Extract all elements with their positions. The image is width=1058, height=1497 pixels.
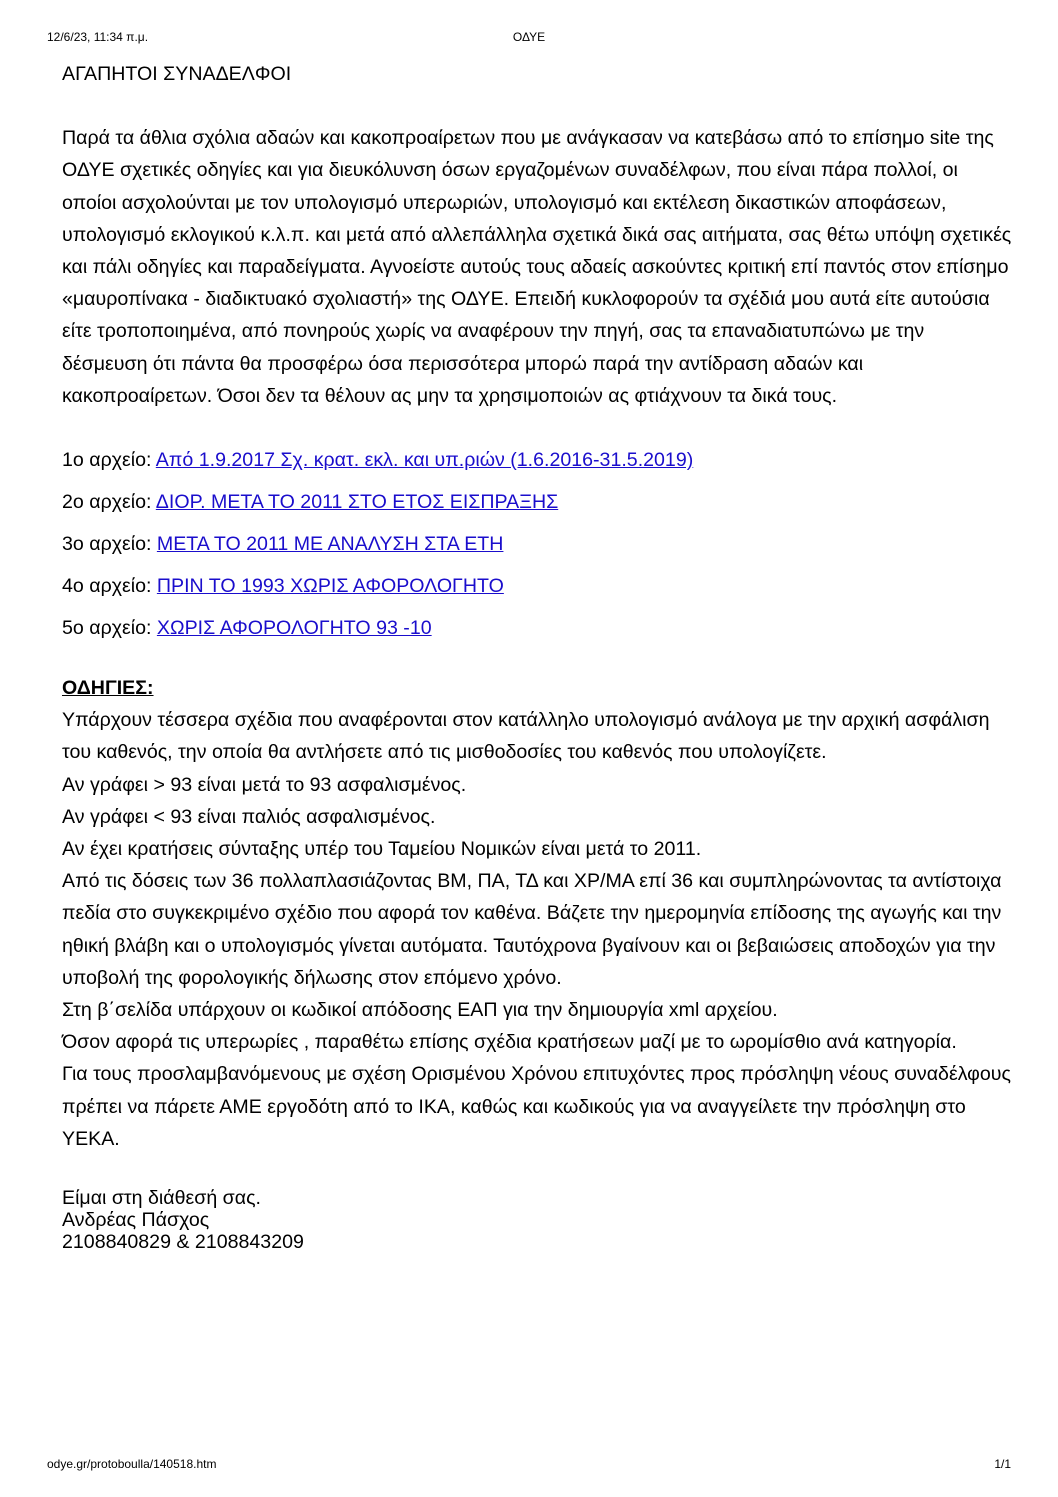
file-item [62, 570, 1012, 602]
file-item [62, 444, 1012, 476]
file-link[interactable]: Από 1.9.2017 Σχ. κρατ. εκλ. και υπ.ριών (1.6.2016-31.5.2019) [155, 449, 694, 472]
intro-paragraph: Παρά τα άθλια σχόλια αδαών και κακοπροαίρετων που με ανάγκασαν να κατεβάσω από το επίσημο site της ΟΔΥΕ σχετικές οδηγίες και για διευκόλυνση όσων εργαζομένων συναδέλφων, που είναι πάρα πολλοί, οι οποίοι ασχολούνται με τον υπολογισμό υπερωριών, υπολογισμό και εκτέλεση δικαστικών αποφάσεων, υπολογισμό εκλογικού κ.λ.π. και μετά από αλλεπάλληλα σχετικά δικά σας αιτήματα, σας θέτω υπόψη σχετικές και πάλι οδηγίες και παραδείγματα. Αγνοείστε αυτούς τους αδαείς ασκούντες κριτική επί παντός στον επίσημο «μαυροπίνακα - διαδικτυακό σχολιαστή» της ΟΔΥΕ. Επειδή κυκλοφορούν τα σχέδιά μου αυτά είτε αυτούσια είτε τροποποιημένα, από πονηρούς χωρίς να αναφέρουν την πηγή, σας τα επαναδιατυπώνω με την δέσμευση ότι πάντα θα προσφέρω όσα περισσότερα μπορώ παρά την αντίδραση αδαών και κακοπροαίρετων. Όσοι δεν τα θέλουν ας μην τα χρησιμοποιών ας φτιάχνουν τα δικά τους. [62, 127, 1012, 407]
instructions-paragraph: Αν έχει κρατήσεις σύνταξης υπέρ του Ταμείου Νομικών είναι μετά το 2011. [62, 838, 702, 861]
instructions-paragraph: Για τους προσλαμβανόμενους με σχέση Ορισμένου Χρόνου επιτυχόντες προς πρόσληψη νέους συναδέλφους πρέπει να πάρετε ΑΜΕ εργοδότη από το ΙΚΑ, καθώς και κωδικούς για να αναγγείλετε την πρόσληψη στο ΥΕΚΑ. [62, 1063, 1011, 1150]
file-link[interactable]: ΠΡΙΝ ΤΟ 1993 ΧΩΡΙΣ ΑΦΟΡΟΛΟΓΗΤΟ [156, 575, 504, 598]
file-label: 1ο αρχείο: [62, 449, 156, 472]
page-content [62, 58, 1012, 1253]
file-label: 4ο αρχείο: [62, 575, 157, 598]
instructions-heading: ΟΔΗΓΙΕΣ: [62, 677, 154, 700]
file-item [62, 612, 1012, 644]
instructions-paragraph: Αν γράφει > 93 είναι μετά το 93 ασφαλισμένος. [62, 773, 467, 796]
file-label: 3ο αρχείο: [62, 533, 157, 556]
print-datetime: 12/6/23, 11:34 π.μ. [47, 30, 149, 44]
file-link[interactable]: ΜΕΤΑ ΤΟ 2011 ΜΕ ΑΝΑΛΥΣΗ ΣΤΑ ΕΤΗ [156, 533, 504, 556]
print-header [47, 30, 1011, 46]
signature-block [62, 1187, 1012, 1253]
instructions-paragraph: Όσον αφορά τις υπερωρίες , παραθέτω επίσης σχέδια κρατήσεων μαζί με το ωρομίσθιο ανά κατηγορία. [62, 1031, 957, 1054]
instructions-paragraph: Από τις δόσεις των 36 πολλαπλασιάζοντας ΒΜ, ΠΑ, ΤΔ και ΧΡ/ΜΑ επί 36 και συμπληρώνοντας τα αντίστοιχα πεδία στο συγκεκριμένο σχέδιο που αφορά τον καθένα. Βάζετε την ημερομηνία επίδοσης της αγωγής και την ηθική βλάβη και ο υπολογισμός γίνεται αυτόματα. Ταυτόχρονα βγαίνουν και οι βεβαιώσεις αποδοχών για την υποβολή της φορολογικής δήλωσης στον επόμενο χρόνο. [62, 870, 1002, 989]
signature-phones: 2108840829 & 2108843209 [62, 1231, 304, 1254]
file-label: 5ο αρχείο: [62, 617, 157, 640]
file-link[interactable]: ΔΙΟΡ. ΜΕΤΑ ΤΟ 2011 ΣΤΟ ΕΤΟΣ ΕΙΣΠΡΑΞΗΣ [155, 491, 559, 514]
instructions-paragraph: Αν γράφει < 93 είναι παλιός ασφαλισμένος. [62, 805, 436, 828]
print-page-number: 1/1 [994, 1457, 1011, 1471]
print-footer [47, 1457, 1011, 1473]
file-item [62, 528, 1012, 560]
signature-closing: Είμαι στη διάθεσή σας. [62, 1187, 261, 1210]
greeting-heading: ΑΓΑΠΗΤΟΙ ΣΥΝΑΔΕΛΦΟΙ [62, 63, 292, 85]
instructions-paragraph: Στη β΄σελίδα υπάρχουν οι κωδικοί απόδοσης ΕΑΠ για την δημιουργία xml αρχείου. [62, 999, 778, 1022]
file-link[interactable]: ΧΩΡΙΣ ΑΦΟΡΟΛΟΓΗΤΟ 93 -10 [156, 617, 432, 640]
print-url: odye.gr/protoboulla/140518.htm [47, 1457, 217, 1471]
file-label: 2ο αρχείο: [62, 491, 156, 514]
file-item [62, 486, 1012, 518]
print-page-title: ΟΔΥΕ [512, 30, 546, 44]
files-list [62, 444, 1012, 644]
signature-name: Ανδρέας Πάσχος [62, 1209, 210, 1232]
instructions-paragraph: Υπάρχουν τέσσερα σχέδια που αναφέρονται στον κατάλληλο υπολογισμό ανάλογα με την αρχική ασφάλιση του καθενός, την οποία θα αντλήσετε από τις μισθοδοσίες του καθενός που υπολογίζετε. [62, 709, 990, 764]
